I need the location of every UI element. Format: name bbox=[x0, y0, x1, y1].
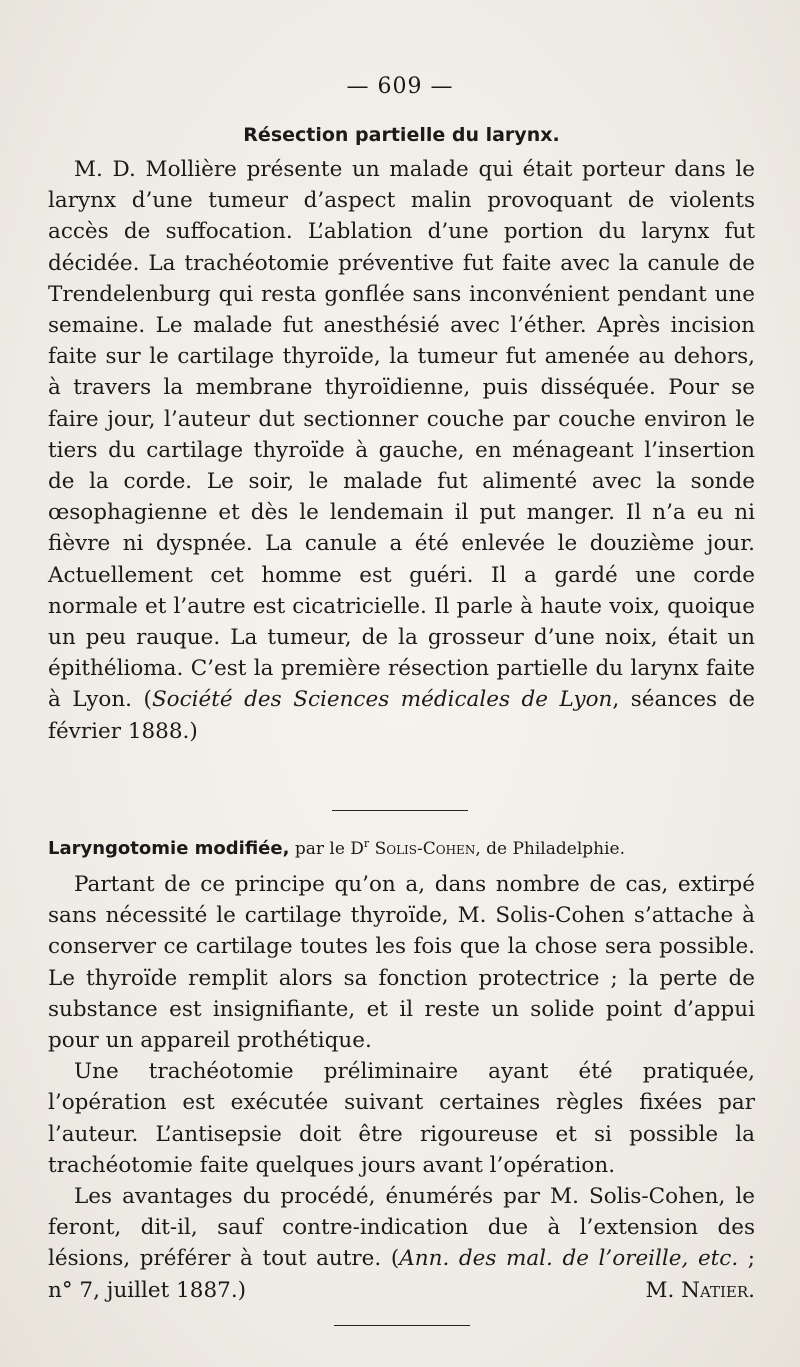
section-paragraph: Une trachéotomie préliminaire ayant été pratiquée, l’opération est exécutée suivant certaines règles fixées par l’auteur. L’antisepsie doit être rigoureuse et si possible la trachéotomie faite quelques jours avant l’opération. bbox=[48, 1059, 755, 1178]
paragraph-text-end: , séances de février 1888.) bbox=[48, 687, 756, 744]
page-number: — 609 — bbox=[346, 74, 454, 99]
paragraph-text: Les avantages du procédé, énumérés par M. Solis-Cohen, le feront, dit-il, sauf contre-indication due à l’extension des lésions, préférer à tout autre. ( bbox=[48, 1184, 755, 1272]
paragraph-text-end: ; n° 7, juillet 1887.) bbox=[48, 1246, 756, 1303]
section-paragraph bbox=[48, 1181, 755, 1306]
heading-place: , de Philadelphie. bbox=[475, 839, 625, 859]
citation-source: Ann. des mal. de l’oreille, etc. bbox=[399, 1246, 739, 1272]
paragraph-text: M. D. Mollière présente un malade qui était porteur dans le larynx d’une tumeur d’aspect malin provoquant de violents accès de suffocation. L’ablation d’une portion du larynx fut décidée. La trachéotomie préventive fut faite avec la canule de Trendelenburg qui resta gonflée sans inconvénient pendant une semaine. Le malade fut anesthésié avec l’éther. Après incision faite sur le cartilage thyroïde, la tumeur fut amenée au dehors, à travers la membrane thyroïdienne, puis disséquée. Pour se faire jour, l’auteur dut sectionner couche par couche environ le tiers du cartilage thyroïde à gauche, en ménageant l’insertion de la corde. Le soir, le malade fut alimenté avec la sonde œsophagienne et dès le lendemain il put manger. Il n’a eu ni fièvre ni dyspnée. La canule a été enlevée le douzième jour. Actuellement cet homme est guéri. Il a gardé une corde normale et l’autre est cicatricielle. Il parle à haute voix, quoique un peu rauque. La tumeur, de la grosseur d’une noix, était un épithélioma. C’est la première résection partielle du larynx faite à Lyon. ( bbox=[48, 157, 755, 713]
section-divider bbox=[332, 810, 468, 811]
heading-sup: r bbox=[363, 837, 370, 850]
section-paragraph: Partant de ce principe qu’on a, dans nombre de cas, extirpé sans nécessité le cartilage thyroïde, M. Solis-Cohen s’attache à conserver ce cartilage toutes les fois que la chose sera possible. Le thyroïde remplit alors sa fonction protectrice ; la perte de substance est insignifiante, et il reste un solide point d’appui pour un appareil prothétique. bbox=[48, 872, 755, 1054]
section-divider bbox=[334, 1325, 470, 1326]
citation-source: Société des Sciences médicales de Lyon bbox=[151, 687, 613, 713]
author-signature: M. Natier. bbox=[645, 1277, 755, 1303]
section-laryngotomy bbox=[48, 829, 755, 1306]
heading-title: Laryngotomie modifiée, bbox=[48, 838, 290, 859]
heading-by: par le D bbox=[289, 839, 364, 859]
section-larynx-resection bbox=[48, 120, 755, 747]
heading-author: Solis-Cohen bbox=[369, 839, 476, 859]
section-paragraph bbox=[48, 154, 755, 747]
section-heading bbox=[48, 829, 755, 864]
section-heading: Résection partielle du larynx. bbox=[243, 124, 560, 146]
